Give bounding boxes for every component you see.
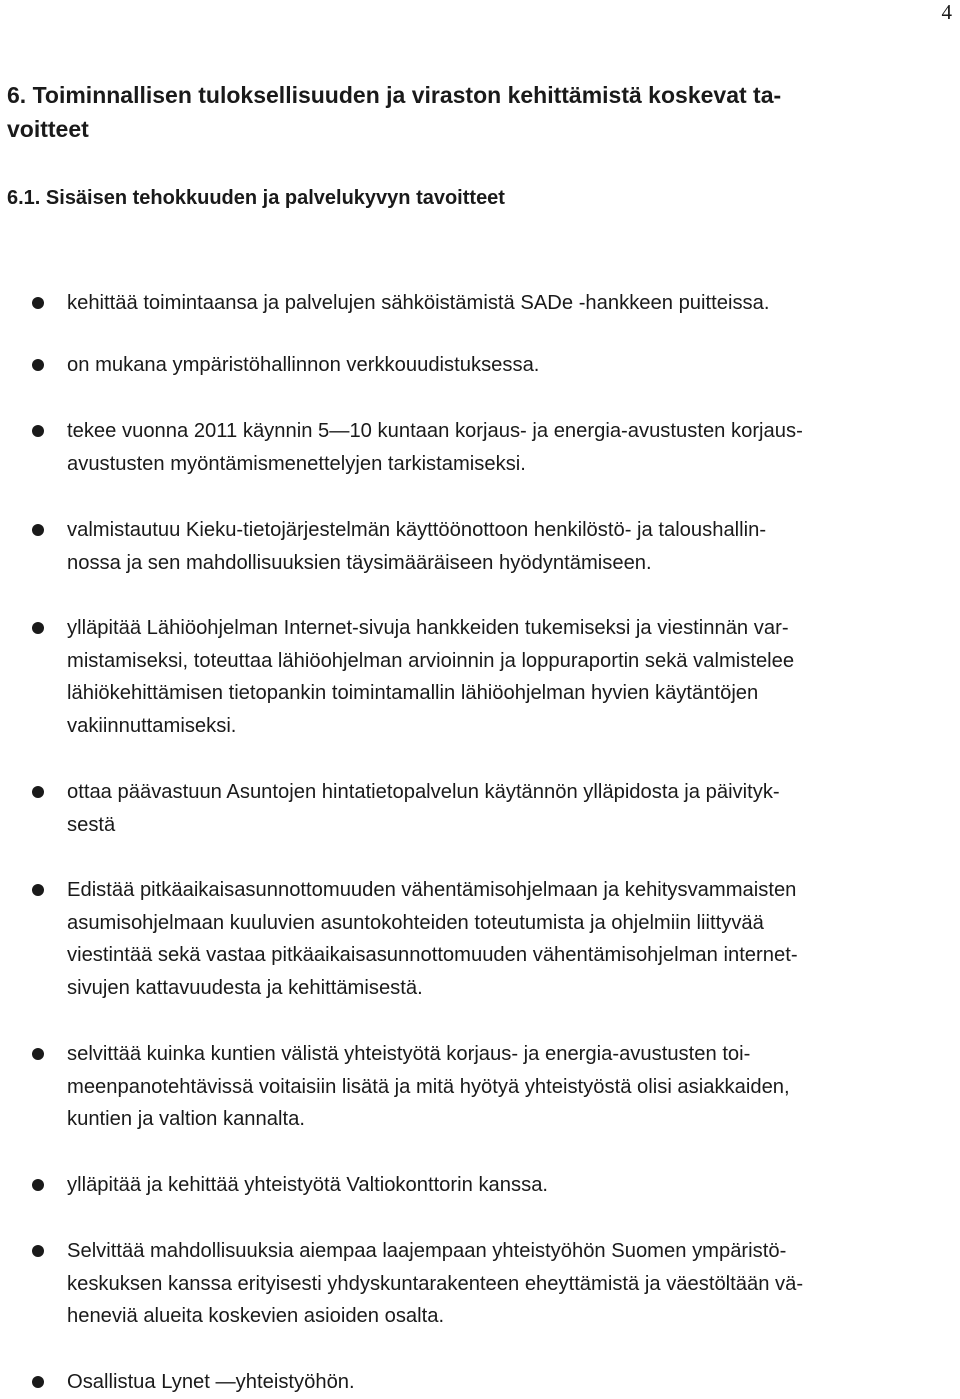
subsection-heading: 6.1. Sisäisen tehokkuuden ja palvelukyvyn tavoitteet bbox=[7, 187, 505, 209]
goal-text-line: meenpanotehtävissä voitaisiin lisätä ja mitä hyötyä yhteistyöstä olisi asiakkaiden, bbox=[67, 1075, 790, 1098]
goal-text-line: sestä bbox=[67, 813, 116, 836]
goal-item bbox=[67, 776, 952, 841]
goal-text-line: ylläpitää Lähiöohjelman Internet-sivuja hankkeiden tukemiseksi ja viestinnän var- bbox=[67, 617, 789, 639]
goal-text-line: kehittää toimintaansa ja palvelujen sähköistämistä SADe -hankkeen puitteissa. bbox=[67, 292, 770, 314]
bullet-icon bbox=[32, 359, 44, 371]
bullet-icon bbox=[32, 1376, 44, 1388]
goal-text-line: avustusten myöntämismenettelyjen tarkistamiseksi. bbox=[67, 452, 526, 475]
goal-text-line: mistamiseksi, toteuttaa lähiöohjelman arvioinnin ja loppuraportin sekä valmistelee bbox=[67, 649, 795, 672]
goal-item bbox=[67, 349, 952, 382]
goal-text-line: Selvittää mahdollisuuksia aiempaa laajempaan yhteistyöhön Suomen ympäristö- bbox=[67, 1240, 787, 1262]
bullet-icon bbox=[32, 425, 44, 437]
goal-item bbox=[67, 612, 952, 742]
goal-text-line: tekee vuonna 2011 käynnin 5—10 kuntaan korjaus- ja energia-avustusten korjaus- bbox=[67, 420, 803, 442]
goal-text-line: ottaa päävastuun Asuntojen hintatietopalvelun käytännön ylläpidosta ja päivityk- bbox=[67, 781, 780, 803]
goal-text-line: on mukana ympäristöhallinnon verkkouudistuksessa. bbox=[67, 354, 540, 376]
goal-item bbox=[67, 1366, 952, 1399]
bullet-icon bbox=[32, 1179, 44, 1191]
goal-text-line: nossa ja sen mahdollisuuksien täysimääräiseen hyödyntämiseen. bbox=[67, 551, 652, 574]
bullet-icon bbox=[32, 622, 44, 634]
goal-text-line: asumisohjelmaan kuuluvien asuntokohteiden toteutumista ja ohjelmiin liittyvää bbox=[67, 911, 764, 934]
section-heading bbox=[7, 78, 947, 146]
section-heading-line: voitteet bbox=[7, 116, 89, 142]
goal-text-line: valmistautuu Kieku-tietojärjestelmän käyttöönottoon henkilöstö- ja taloushallin- bbox=[67, 519, 767, 541]
bullet-icon bbox=[32, 1245, 44, 1257]
goal-text-line: ylläpitää ja kehittää yhteistyötä Valtiokonttorin kanssa. bbox=[67, 1174, 549, 1196]
goal-item bbox=[67, 1169, 952, 1202]
bullet-icon bbox=[32, 884, 44, 896]
page-number: 4 bbox=[941, 0, 952, 24]
goal-item bbox=[67, 1235, 952, 1333]
goal-text-line: keskuksen kanssa erityisesti yhdyskuntarakenteen eheyttämistä ja väestöltään vä- bbox=[67, 1272, 804, 1295]
goal-text-line: Edistää pitkäaikaisasunnottomuuden vähentämisohjelmaan ja kehitysvammaisten bbox=[67, 879, 797, 901]
goal-item bbox=[67, 287, 952, 320]
bullet-icon bbox=[32, 786, 44, 798]
bullet-icon bbox=[32, 297, 44, 309]
bullet-icon bbox=[32, 524, 44, 536]
goal-text-line: kuntien ja valtion kannalta. bbox=[67, 1108, 305, 1130]
section-heading-line: 6. Toiminnallisen tuloksellisuuden ja viraston kehittämistä koskevat ta- bbox=[7, 82, 782, 108]
bullet-icon bbox=[32, 1048, 44, 1060]
goal-item bbox=[67, 514, 952, 579]
goal-text-line: viestintää sekä vastaa pitkäaikaisasunnottomuuden vähentämisohjelman internet- bbox=[67, 944, 798, 966]
goal-item bbox=[67, 874, 952, 1004]
goal-text-line: sivujen kattavuudesta ja kehittämisestä. bbox=[67, 976, 423, 999]
goal-text-line: lähiökehittämisen tietopankin toimintamallin lähiöohjelman hyvien käytäntöjen bbox=[67, 682, 759, 704]
goal-item bbox=[67, 415, 952, 480]
goal-text-line: vakiinnuttamiseksi. bbox=[67, 714, 237, 737]
goal-text-line: heneviä alueita koskevien asioiden osalta. bbox=[67, 1305, 445, 1327]
goal-item bbox=[67, 1038, 952, 1136]
goal-text-line: selvittää kuinka kuntien välistä yhteistyötä korjaus- ja energia-avustusten toi- bbox=[67, 1043, 751, 1065]
goal-text-line: Osallistua Lynet —yhteistyöhön. bbox=[67, 1371, 355, 1393]
